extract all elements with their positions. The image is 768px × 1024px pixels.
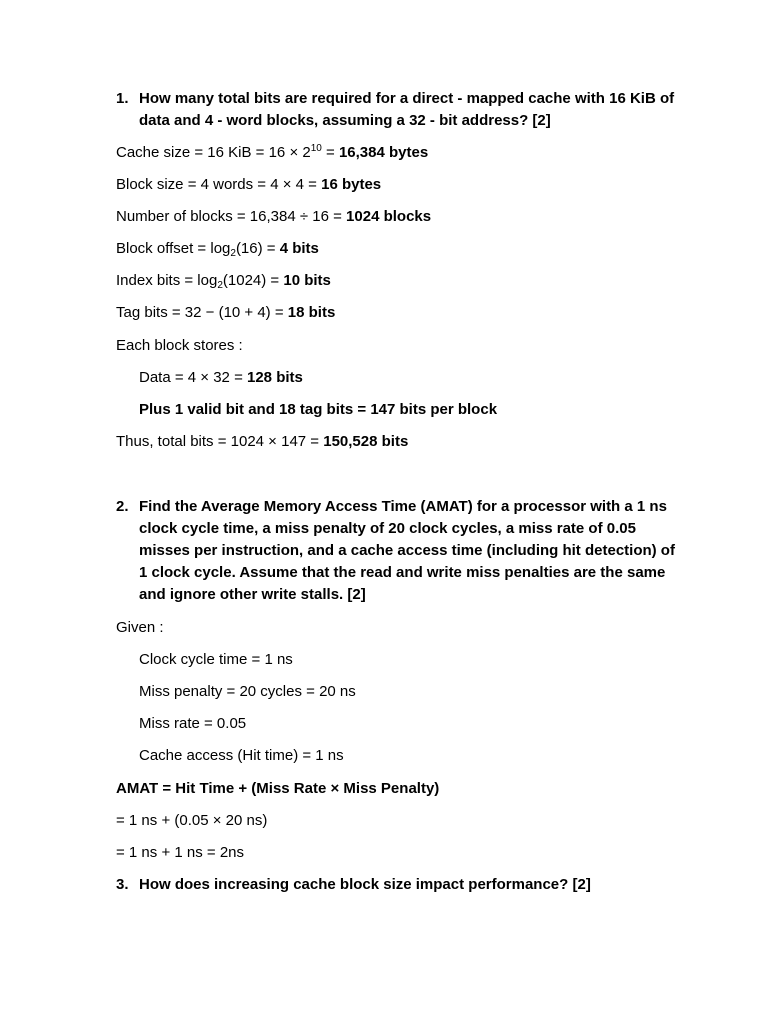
question-2-text: Find the Average Memory Access Time (AMAT) for a processor with a 1 ns clock cycle time, a miss penalty of 20 clock cycles, a miss rate of 0.05 misses per instruction, and a cache access time (including hit detection) of 1 clock cycle. Assume that the read and write miss penalties are the same and ignore other write stalls. [2] [139,498,675,603]
miss-rate-line: Miss rate = 0.05 [139,715,247,732]
index-bits-result: 10 bits [283,272,331,289]
amat-step-2: = 1 ns + 1 ns = 2ns [116,844,245,861]
tag-bits-line [116,302,335,324]
question-3-text: How does increasing cache block size impact performance? [2] [139,876,591,893]
miss-penalty-line: Miss penalty = 20 cycles = 20 ns [139,683,356,700]
cache-access-line: Cache access (Hit time) = 1 ns [139,747,344,764]
data-bits-text: Data = 4 × 32 = [139,369,247,386]
index-bits-line [116,270,331,292]
index-bits-text: Index bits = log [116,272,218,289]
total-bits-line [116,431,408,453]
cache-size-result: 16,384 bytes [338,144,429,161]
question-2-number: 2. [116,498,129,515]
block-offset-text: Block offset = log [116,240,231,257]
plus-bits-line: Plus 1 valid bit and 18 tag bits = 147 bits per block [139,401,498,418]
index-bits-mid: (1024) = [222,272,284,289]
block-offset-line [116,238,319,260]
cache-size-exponent: 10 [310,143,322,154]
question-1-number: 1. [116,90,129,107]
clock-cycle-line: Clock cycle time = 1 ns [139,651,293,668]
cache-size-line [116,142,428,164]
question-1-text: How many total bits are required for a direct - mapped cache with 16 KiB of data and 4 - word blocks, assuming a 32 - bit address? [2] [139,90,675,129]
block-offset-result: 4 bits [279,240,319,257]
block-size-result: 16 bytes [321,176,382,193]
tag-bits-text: Tag bits = 32 − (10 + 4) = [116,304,288,321]
block-offset-subscript: 2 [230,248,236,259]
amat-formula: AMAT = Hit Time + (Miss Rate × Miss Penalty) [116,780,440,797]
question-2 [116,496,678,606]
block-size-line [116,174,381,196]
total-bits-result: 150,528 bits [323,433,409,450]
num-blocks-line [116,206,431,228]
cache-size-text: Cache size = 16 KiB = 16 × 2 [116,144,311,161]
each-block-line: Each block stores : [116,337,243,354]
given-label: Given : [116,619,164,636]
block-size-text: Block size = 4 words = 4 × 4 = [116,176,322,193]
data-bits-result: 128 bits [247,369,303,386]
index-bits-subscript: 2 [217,280,223,291]
num-blocks-text: Number of blocks = 16,384 ÷ 16 = [116,208,347,225]
total-bits-text: Thus, total bits = 1024 × 147 = [116,433,324,450]
cache-size-equals: = [321,144,339,161]
question-3 [116,874,678,896]
amat-step-1: = 1 ns + (0.05 × 20 ns) [116,812,268,829]
question-1 [116,88,678,132]
block-offset-mid: (16) = [235,240,280,257]
question-3-number: 3. [116,876,129,893]
tag-bits-result: 18 bits [287,304,336,321]
num-blocks-result: 1024 blocks [346,208,432,225]
data-bits-line [139,367,303,389]
